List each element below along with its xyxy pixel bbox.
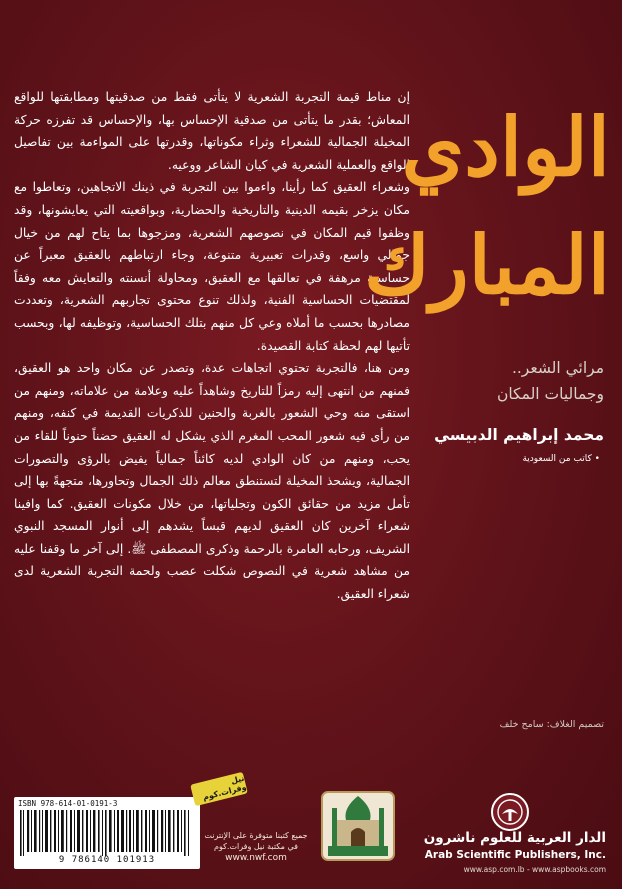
isbn-barcode	[14, 797, 200, 869]
barcode-digits: 9 786140 101913	[58, 855, 156, 865]
blurb-text	[14, 86, 410, 606]
nwf-url: www.nwf.com	[225, 853, 287, 863]
nwf-line: جميع كتبنا متوفرة على الإنترنت	[204, 831, 308, 840]
book-title-line: المبارك	[364, 218, 610, 312]
author-name: محمد إبراهيم الدبيسي	[434, 426, 604, 444]
subtitle-line: وجماليات المكان	[496, 385, 604, 403]
nwf-badge: نيل وفرات.كوم	[190, 772, 248, 806]
publisher-name-arabic: الدار العربية للعلوم ناشرون	[423, 830, 606, 846]
nwf-line: في مكتبة نيل وفرات.كوم	[214, 842, 298, 851]
publisher-logo-icon	[490, 792, 530, 832]
blurb-paragraph: إن مناط قيمة التجربة الشعرية لا يتأتى فقط من صدقيتها ومطابقتها للواقع المعاش؛ بقدر ما يتأتى من صدقية الإحساس بها، والإحساس قد تفرزه حركة المخيلة الجمالية للشعراء وثراء مكوناتها، وقدرتها على المواءمة بين تفاصيل الواقع والعملية الشعرية في كيان الشاعر ووعيه.	[14, 90, 410, 172]
author-note: • كاتب من السعودية	[522, 454, 600, 464]
cover-design-credit: تصميم الغلاف: سامح خلف	[499, 719, 604, 730]
subtitle-line: مرائي الشعر..	[511, 359, 604, 377]
barcode-icon	[18, 810, 196, 856]
nwf-availability-text	[202, 830, 310, 852]
book-title	[364, 88, 610, 324]
publisher-name-english: Arab Scientific Publishers, Inc.	[424, 849, 606, 861]
isbn-text: ISBN 978-614-01-0191-3	[18, 799, 118, 808]
blurb-paragraph: وشعراء العقيق كما رأينا، واءموا بين التجربة في ذينك الاتجاهين، وتعاطوا مع مكان يزخر بقيمه الدينية والتاريخية والحضارية، وبواقعيته التي يعايشونها، وقد وظفوا قيم المكان في نصوصهم الشعرية، ومزجوها بما يتاح لهم من خيال جمالي واسع، وقدرات تعبيرية متنوعة، وجاء ارتباطهم بالعقيق معبراً عن حساسية مرهفة في تعالقها مع العقيق، ومحاولة أنسنته والتعايش معه وفقاً لمقتضيات الحساسية الفنية، ولذلك تنوع محتوى تجاربهم الشعرية، وتعددت مصادرها بحسب ما أملاه وعي كل منهم بتلك الحساسية، وتوظيفه لها، وبحسب تأتيها لهم لحظة كتابة القصيدة.	[14, 180, 410, 353]
mosque-emblem-icon	[318, 786, 398, 864]
blurb-paragraph: ومن هنا، فالتجربة تحتوي اتجاهات عدة، وتصدر عن مكان واحد هو العقيق، فمنهم من انتهى إليه رمزاً للتاريخ وشاهداً عليه وعلامة من علاماته، ومنهم من استقى منه وحي الشعور بالغربة والحنين للذكريات القديمة في كنفه، ومنهم من رأى فيه شعور المحب المغرم الذي يشكل له العقيق حضناً حنوناً للقاء من يحب، ومنهم من كان الوادي لديه كائناً جمالياً يفيض بالرؤى والتصورات الجمالية، ويشحذ المخيلة لتستنطق معالم ذلك الجمال وتحاورها، متجهةً بها إلى تأمل مزيد من حقائق الكون وتجلياتها، من خلال مكونات العقيق. كما وافينا شعراء آخرين كان العقيق لديهم قبساً يشدهم إلى أنوار المسجد النبوي الشريف، ورحابه العامرة بالرحمة وذكرى المصطفى ﷺ. إلى آخر ما وقفنا عليه من مشاهد شعرية في النصوص شكلت عصب ولحمة التجربة الشعرية لدى شعراء العقيق.	[14, 361, 410, 602]
book-title-line: الوادي	[401, 100, 610, 194]
book-subtitle	[418, 355, 604, 407]
publisher-websites: www.asp.com.lb - www.aspbooks.com	[463, 865, 606, 874]
